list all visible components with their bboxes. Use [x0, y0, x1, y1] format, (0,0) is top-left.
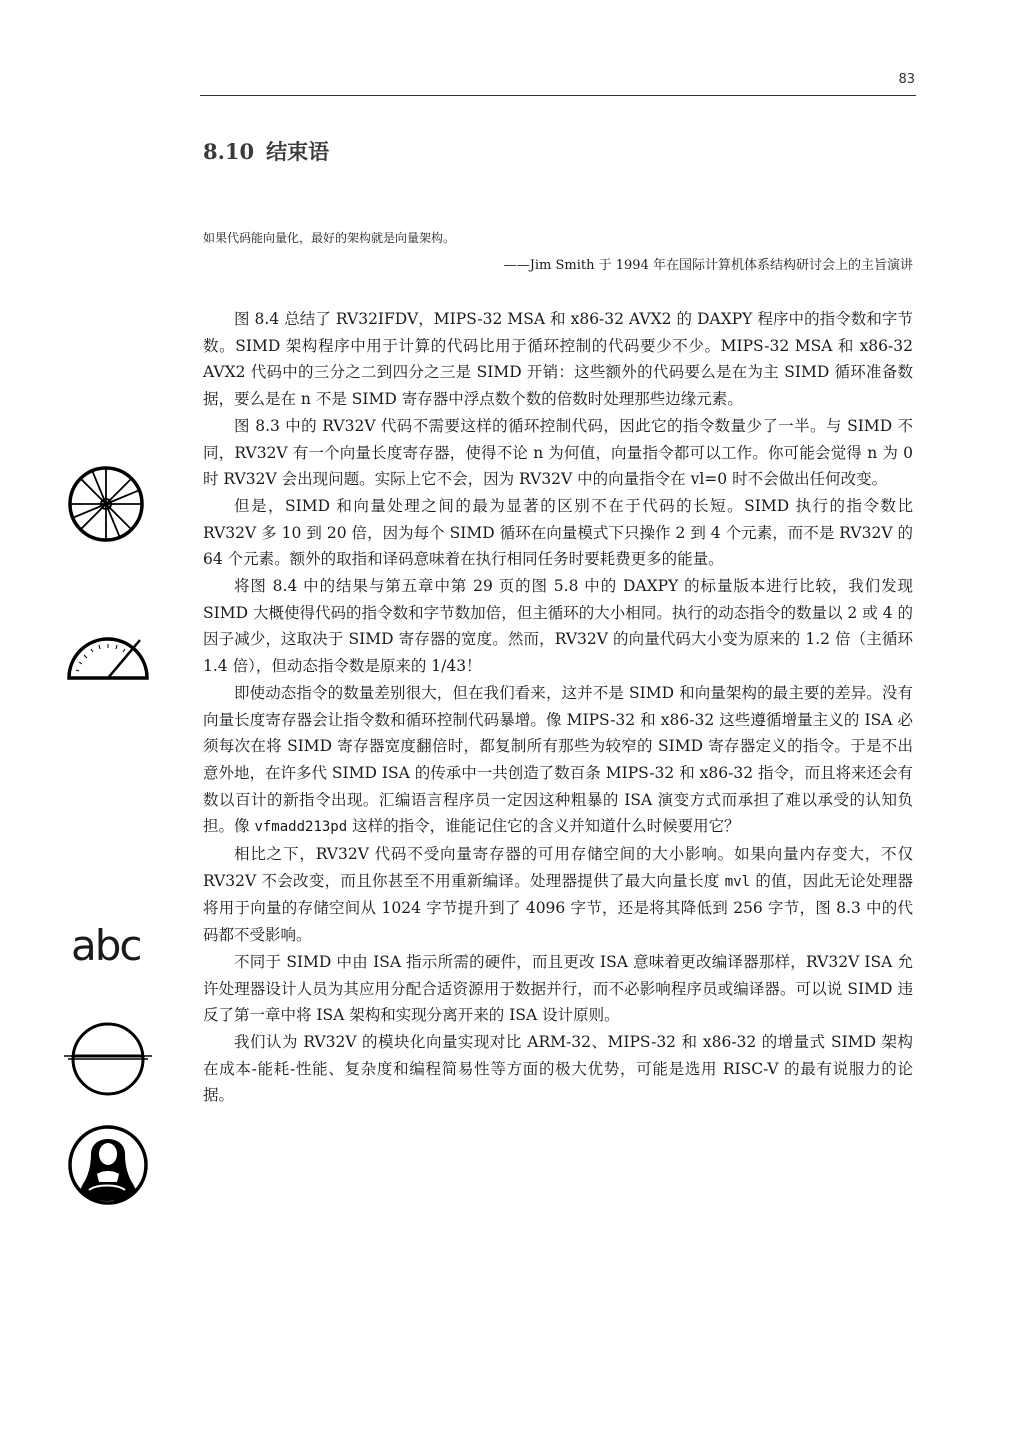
paragraph-text: 这样的指令，谁能记住它的含义并知道什么时候要用它？	[352, 817, 740, 836]
body-text	[203, 306, 913, 1109]
balance-icon	[62, 1018, 154, 1100]
paragraph	[203, 680, 913, 841]
paragraph: 图 8.4 总结了 RV32IFDV，MIPS-32 MSA 和 x86-32 AVX2 的 DAXPY 程序中的指令数和字节数。SIMD 架构程序中用于计算的代码比用于循环控制的代码要少不少。MIPS-32 MSA 和 x86-32 AVX2 代码中的三分之二到四分之三是 SIMD 开销：这些额外的代码要么是在为主 SIMD 循环准备数据，要么是在 n 不是 SIMD 寄存器中浮点数个数的倍数时处理那些边缘元素。	[203, 310, 913, 409]
section-title-text: 结束语	[266, 139, 330, 164]
paragraph-text: 即使动态指令的数量差别很大，但在我们看来，这并不是 SIMD 和向量架构的最主要的差异。没有向量长度寄存器会让指令数和循环控制代码暴增。像 MIPS-32 和 x86-32 这些遵循增量主义的 ISA 必须每次在将 SIMD 寄存器宽度翻倍时，都复制所有那些为较窄的 SIMD 寄存器定义的指令。于是不出意外地，在许多代 SIMD ISA 的传承中一共创造了数百条 MIPS-32 和 x86-32 指令，而且将来还会有数以百计的新指令出现。汇编语言程序员一定因这种粗暴的 ISA 演变方式而承担了难以承受的认知负担。像	[203, 683, 913, 836]
paragraph	[203, 841, 913, 949]
header-rule	[200, 95, 916, 96]
section-title	[203, 136, 329, 166]
paragraph-text: 相比之下，RV32V 代码不受向量寄存器的可用存储空间的大小影响。如果向量内存变大，不仅 RV32V 不会改变，而且你甚至不用重新编译。处理器提供了最大向量长度	[203, 845, 913, 890]
abc-text-icon: abc	[71, 921, 141, 970]
epigraph-quote: 如果代码能向量化，最好的架构就是向量架构。	[203, 231, 456, 245]
speedometer-icon	[66, 634, 150, 680]
paragraph: 图 8.3 中的 RV32V 代码不需要这样的循环控制代码，因此它的指令数量少了一半。与 SIMD 不同，RV32V 有一个向量长度寄存器，使得不论 n 为何值，向量指令都可以工作。你可能会觉得 n 为 0 时 RV32V 会出现问题。实际上它不会，因为 RV32V 中的向量指令在 vl=0 时不会做出任何改变。	[203, 416, 913, 489]
section-number: 8.10	[203, 139, 255, 164]
epigraph	[203, 229, 913, 273]
wheel-icon	[67, 465, 145, 543]
page-number: 83	[898, 72, 915, 87]
mona-lisa-icon	[67, 1124, 149, 1206]
paragraph-text: 的值，因此无论处理器将用于向量的存储空间从 1024 字节提升到了 4096 字节，还是将其降低到 256 字节，图 8.3 中的代码都不受影响。	[203, 871, 913, 945]
paragraph: 不同于 SIMD 中由 ISA 指示所需的硬件，而且更改 ISA 意味着更改编译器那样，RV32V ISA 允许处理器设计人员为其应用分配合适资源用于数据并行，而不必影响程序员或编译器。可以说 SIMD 违反了第一章中将 ISA 架构和实现分离开来的 ISA 设计原则。	[203, 952, 913, 1025]
epigraph-attribution: ——Jim Smith 于 1994 年在国际计算机体系结构研讨会上的主旨演讲	[503, 258, 913, 273]
inline-code: vfmadd213pd	[254, 819, 348, 836]
paragraph: 将图 8.4 中的结果与第五章中第 29 页的图 5.8 中的 DAXPY 的标量版本进行比较，我们发现 SIMD 大概使得代码的指令数和字节数加倍，但主循环的大小相同。执行的动态指令的数量以 2 或 4 的因子减少，这取决于 SIMD 寄存器的宽度。然而，RV32V 的向量代码大小变为原来的 1.2 倍（主循环 1.4 倍），但动态指令数是原来的 1/43！	[203, 577, 913, 676]
paragraph: 但是，SIMD 和向量处理之间的最为显著的区别不在于代码的长短。SIMD 执行的指令数比 RV32V 多 10 到 20 倍，因为每个 SIMD 循环在向量模式下只操作 2 到 4 个元素，而不是 RV32V 的 64 个元素。额外的取指和译码意味着在执行相同任务时要耗费更多的能量。	[203, 496, 913, 569]
inline-code: mvl	[724, 873, 751, 890]
paragraph: 我们认为 RV32V 的模块化向量实现对比 ARM-32、MIPS-32 和 x86-32 的增量式 SIMD 架构在成本-能耗-性能、复杂度和编程简易性等方面的极大优势，可能是选用 RISC-V 的最有说服力的论据。	[203, 1032, 913, 1105]
